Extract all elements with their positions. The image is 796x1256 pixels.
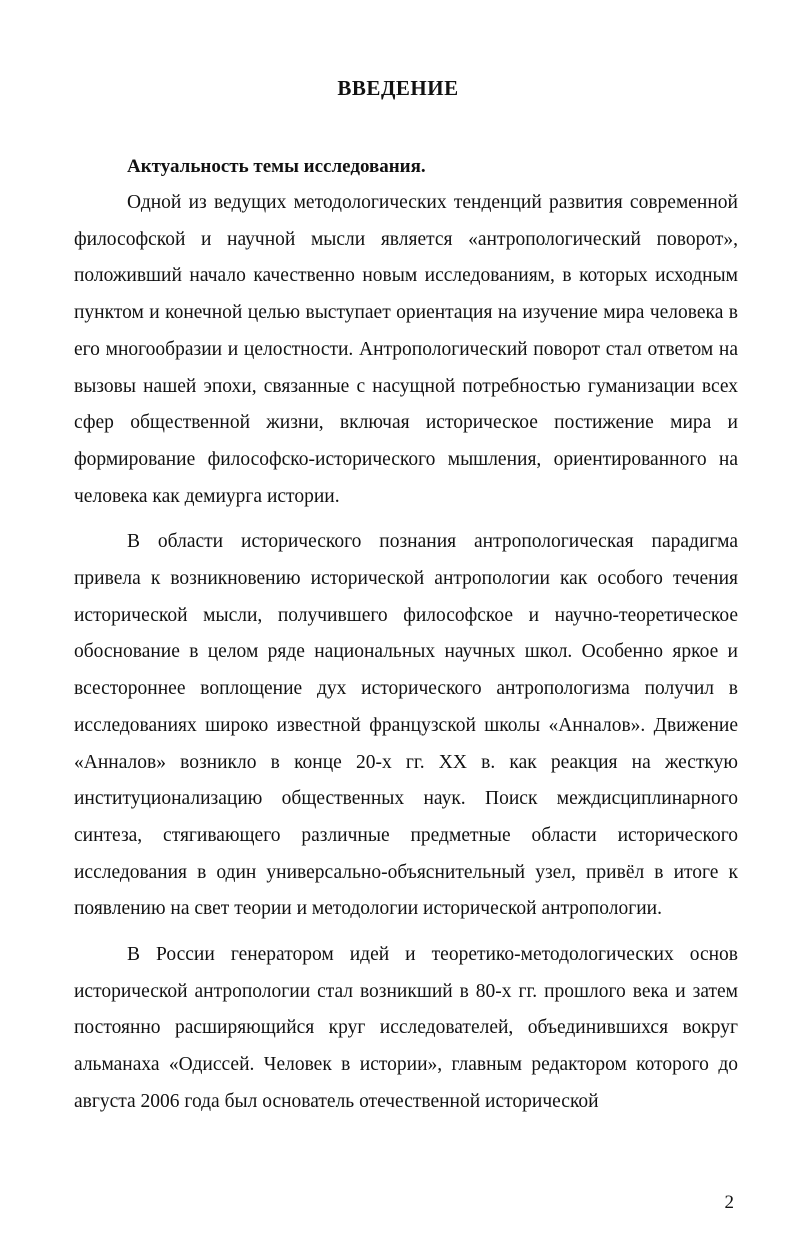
body-text — [74, 149, 738, 1121]
paragraph-3: В России генератором идей и теоретико-методологических основ исторической антропологии стал возникший в 80-х гг. прошлого века и затем постоянно расширяющийся круг исследователей, объединившихся вокруг альманаха «Одиссей. Человек в истории», главным редактором которого до августа 2006 года был основатель отечественной исторической — [74, 944, 738, 1112]
section-title: ВВЕДЕНИЕ — [337, 76, 459, 100]
page-number: 2 — [724, 1192, 734, 1213]
subheading: Актуальность темы исследования. — [127, 156, 426, 177]
paragraph-2: В области исторического познания антропологическая парадигма привела к возникновению исторической антропологии как особого течения исторической мысли, получившего философское и научно-теоретическое обоснование в целом ряде национальных научных школ. Особенно яркое и всестороннее воплощение дух исторического антропологизма получил в исследованиях широко известной французской школы «Анналов». Движение «Анналов» возникло в конце 20-х гг. XX в. как реакция на жесткую институционализацию общественных наук. Поиск междисциплинарного синтеза, стягивающего различные предметные области исторического исследования в один универсально-объяснительный узел, привёл в итоге к появлению на свет теории и методологии исторической антропологии. — [74, 531, 738, 920]
paragraph-1: Одной из ведущих методологических тенденций развития современной философской и научной мысли является «антропологический поворот», положивший начало качественно новым исследованиям, в которых исходным пунктом и конечной целью выступает ориентация на изучение мира человека в его многообразии и целостности. Антропологический поворот стал ответом на вызовы нашей эпохи, связанные с насущной потребностью гуманизации всех сфер общественной жизни, включая историческое постижение мира и формирование философско-исторического мышления, ориентированного на человека как демиурга истории. — [74, 192, 738, 507]
